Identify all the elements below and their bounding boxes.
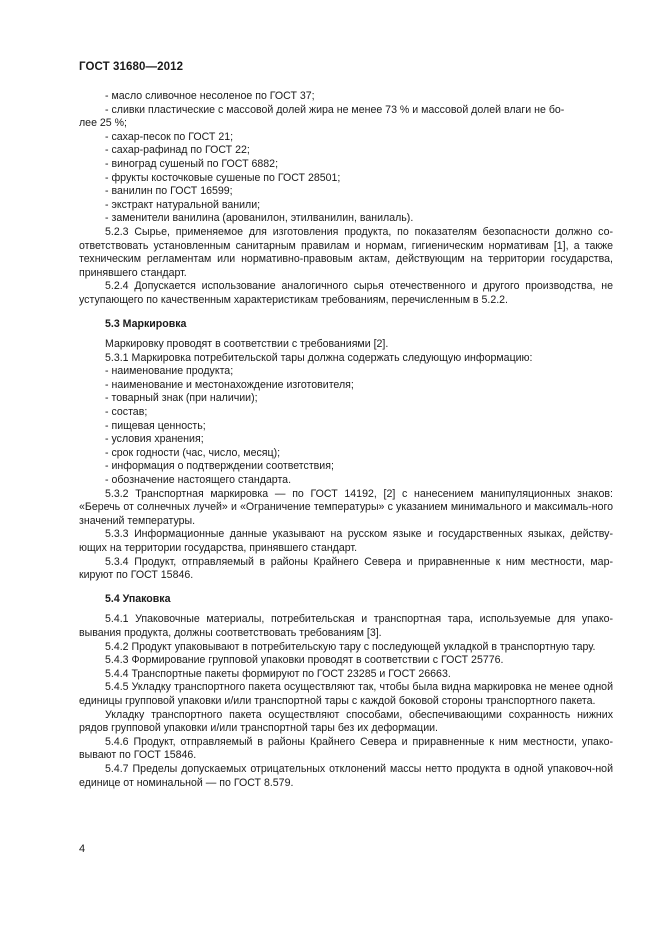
list-item: - фрукты косточковые сушеные по ГОСТ 28501; (105, 171, 341, 184)
list-item: - виноград сушеный по ГОСТ 6882; (105, 157, 279, 170)
marking-info-list (79, 365, 613, 487)
list-item: - товарный знак (при наличии); (105, 392, 258, 405)
list-item: - обозначение настоящего стандарта. (105, 474, 292, 487)
clause-5-4-4: 5.4.4 Транспортные пакеты формируют по ГОСТ 23285 и ГОСТ 26663. (105, 667, 451, 680)
ingredients-list (79, 90, 613, 226)
clause-5-3-4: 5.3.4 Продукт, отправляемый в районы Крайнего Севера и приравненные к ним местности, мар-кируют по ГОСТ 15846. (79, 555, 613, 582)
document-header: ГОСТ 31680—2012 (79, 61, 184, 73)
clause-5-3-1: 5.3.1 Маркировка потребительской тары должна содержать следующую информацию: (105, 351, 533, 364)
clause-5-4-5-continued: Укладку транспортного пакета осуществляют способами, обеспечивающими сохранность нижних рядов групповой упаковки и/или транспортной тары без их деформации. (79, 708, 613, 735)
clause-5-2-3: 5.2.3 Сырье, применяемое для изготовления продукта, по показателям безопасности должно со-ответствовать установленным санитарным правилам и нормам, гигиеническим нормативам [1], а также техническим регламентам или нормативно-правовым актам, действующим на территории государства, принявшего стандарт. (79, 225, 613, 279)
document-body (79, 90, 613, 790)
list-item: - сахар-песок по ГОСТ 21; (105, 130, 234, 143)
list-item: - пищевая ценность; (105, 419, 206, 432)
list-item: - наименование и местонахождение изготовителя; (105, 378, 354, 391)
list-item: - заменители ванилина (арованилон, этилванилин, ванилаль). (105, 212, 414, 225)
clause-5-4-2: 5.4.2 Продукт упаковывают в потребительскую тару с последующей укладкой в транспортную тару. (105, 640, 596, 653)
list-item: - срок годности (час, число, месяц); (105, 446, 281, 459)
list-item: - информация о подтверждении соответствия; (105, 460, 334, 473)
list-item-continuation: лее 25 %; (79, 117, 127, 130)
section-heading-packaging: 5.4 Упаковка (105, 592, 171, 605)
list-item: - условия хранения; (105, 433, 204, 446)
page-number: 4 (79, 843, 86, 855)
clause-5-4-7: 5.4.7 Пределы допускаемых отрицательных отклонений массы нетто продукта в одной упаковоч-ной единице от номинальной — по ГОСТ 8.579. (79, 762, 613, 789)
marking-intro: Маркировку проводят в соответствии с требованиями [2]. (105, 338, 389, 351)
list-item: - сливки пластические с массовой долей жира не менее 73 % и массовой долей влаги не бо- (105, 103, 565, 116)
clause-5-4-3: 5.4.3 Формирование групповой упаковки проводят в соответствии с ГОСТ 25776. (105, 654, 504, 667)
clause-5-2-4: 5.2.4 Допускается использование аналогичного сырья отечественного и другого производства, не уступающего по качественным характеристикам требованиям, перечисленным в 5.2.2. (79, 280, 613, 306)
clause-5-4-6: 5.4.6 Продукт, отправляемый в районы Крайнего Севера и приравненные к ним местности, упако-вывают по ГОСТ 15846. (79, 735, 613, 762)
clause-5-4-5: 5.4.5 Укладку транспортного пакета осуществляют так, чтобы была видна маркировка не менее одной единицы групповой упаковки и/или транспортной тары с каждой боковой стороны транспортного пакета. (79, 681, 613, 707)
list-item: - сахар-рафинад по ГОСТ 22; (105, 144, 250, 157)
list-item: - наименование продукта; (105, 365, 234, 378)
section-heading-marking: 5.3 Маркировка (105, 317, 187, 330)
clause-5-3-2: 5.3.2 Транспортная маркировка — по ГОСТ 14192, [2] с нанесением манипуляционных знаков: «Беречь от солнечных лучей» и «Ограничение температуры» с указанием минимального и максималь-ного значений температуры. (79, 487, 613, 527)
clause-5-4-1: 5.4.1 Упаковочные материалы, потребительская и транспортная тара, используемые для упако-вывания продукта, должны соответствовать требованиям [3]. (79, 613, 613, 639)
list-item: - состав; (105, 406, 148, 419)
list-item: - экстракт натуральной ванили; (105, 198, 261, 211)
list-item: - масло сливочное несоленое по ГОСТ 37; (105, 90, 315, 102)
clause-5-3-3: 5.3.3 Информационные данные указывают на русском языке и государственных языках, действу-ющих на территории государства, принявшего стандарт. (79, 528, 613, 554)
list-item: - ванилин по ГОСТ 16599; (105, 185, 233, 198)
